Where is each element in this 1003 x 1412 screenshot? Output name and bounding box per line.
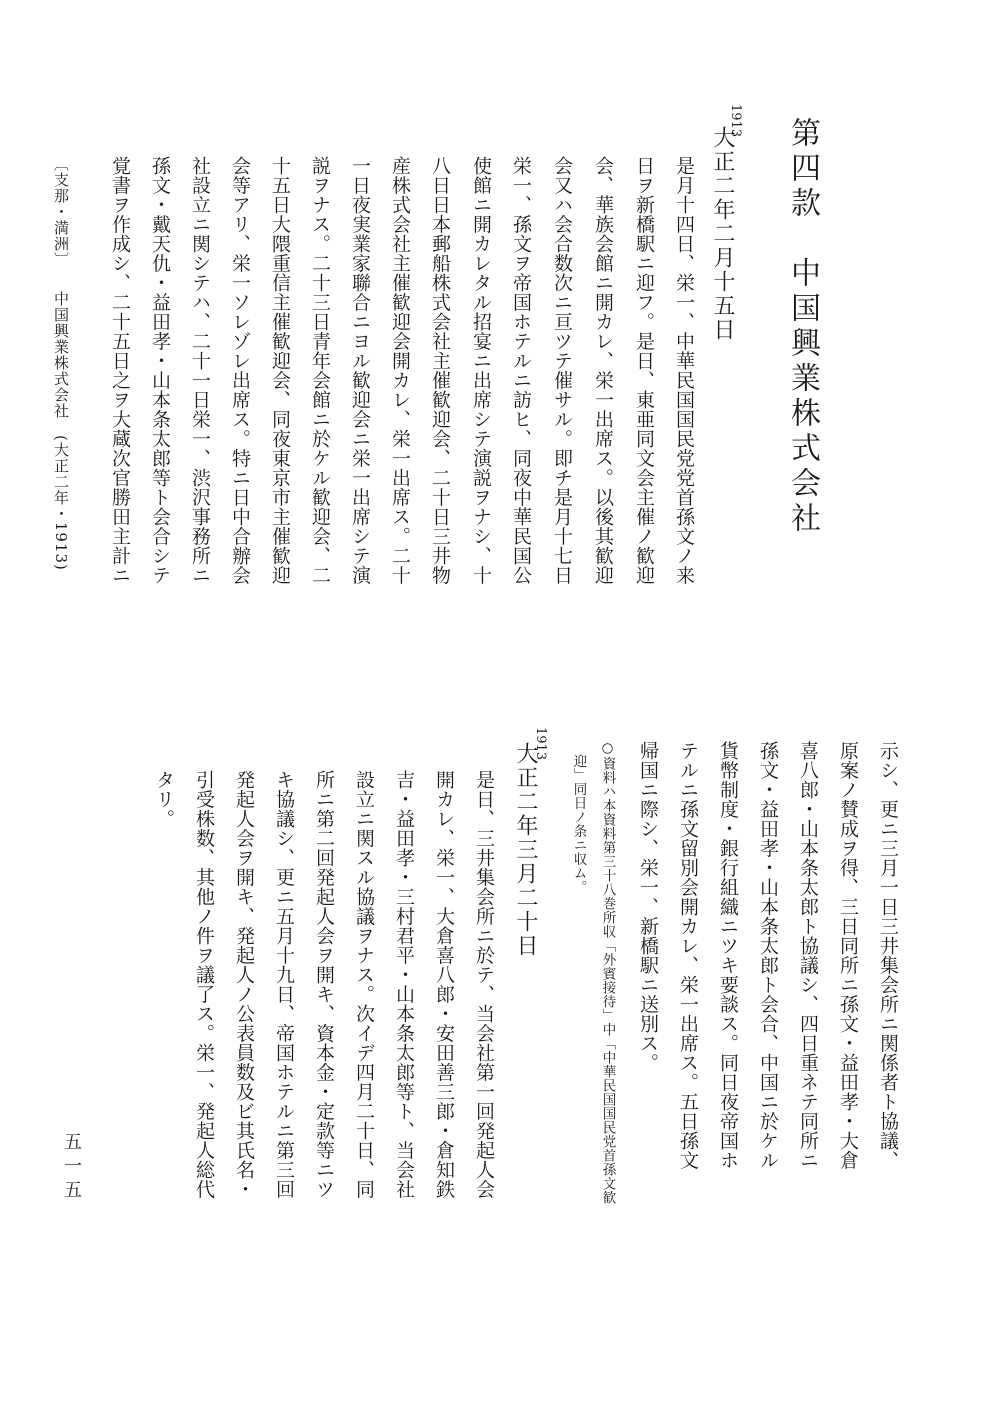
upper-text-line: 栄一、孫文ヲ帝国ホテルニ訪ヒ、同夜中華民国公 <box>510 156 532 585</box>
lower-continuation-line: 帰国ニ際シ、栄一、新橋駅ニ送別ス。 <box>637 741 659 1073</box>
upper-text-line: 産株式会社主催歓迎会開カレ、栄一出席ス。二十 <box>389 156 411 585</box>
lower-continuation-line: 孫文・益田孝・山本条太郎ト会合、中国ニ於ケル <box>757 741 779 1170</box>
upper-text-line: 一日夜実業家聯合ニヨル歓迎会ニ栄一出席シテ演 <box>349 156 371 585</box>
page-number: 五一五 <box>61 1132 82 1204</box>
upper-text-line: 是月十四日、栄一、中華民国国民党党首孫文ノ来 <box>673 156 695 585</box>
upper-text-line: 使館ニ開カレタル招宴ニ出席シテ演説ヲナシ、十 <box>470 156 492 585</box>
upper-text-line: 会、華族会館ニ開カレ、栄一出席ス。以後其歓迎 <box>592 156 614 585</box>
running-header-right: 中国興業株式会社 (大正二年・1913) <box>52 291 70 571</box>
upper-text-line: 説ヲナス。二十三日青年会館ニ於ケル歓迎会、二 <box>309 156 331 585</box>
lower-year-label: 1913 <box>533 727 548 761</box>
upper-text-line: 社設立ニ関シテハ、二十一日栄一、渋沢事務所ニ <box>189 156 211 585</box>
upper-text-line: 孫文・戴天仇・益田孝・山本条太郎等ト会合シテ <box>149 156 171 585</box>
lower-text-line: 発起人会ヲ開キ、発起人ノ公表員数及ビ其氏名・ <box>233 770 255 1199</box>
lower-text-line: 吉・益田孝・三村君平・山本条太郎等ト、当会社 <box>393 770 415 1199</box>
upper-text-line: 会又ハ会合数次ニ亘ツテ催サル。即チ是月十七日 <box>551 156 573 585</box>
section-heading: 第四款 中国興業株式会社 <box>785 117 820 537</box>
lower-continuation-line: 喜八郎・山本条太郎ト協議シ、四日重ネテ同所ニ <box>797 741 819 1170</box>
upper-entry-date: 大正二年二月十五日 <box>710 126 735 342</box>
upper-text-line: 会等アリ、栄一ソレゾレ出席ス。特ニ日中合辦会 <box>229 156 251 585</box>
source-note-line: ○資料ハ本資料第三十八巻所収「外賓接待」中「中華民国国民党首孫文歓 <box>599 740 616 1205</box>
lower-text-line: 是日、三井集会所ニ於テ、当会社第一回発起人会 <box>473 770 495 1199</box>
lower-continuation-line: 原案ノ賛成ヲ得、三日同所ニ孫文・益田孝・大倉 <box>837 741 859 1170</box>
upper-text-line: 覚書ヲ作成シ、二十五日之ヲ大蔵次官勝田主計ニ <box>109 156 131 585</box>
lower-continuation-line: 示シ、更ニ三月一日三井集会所ニ関係者ト協議、 <box>877 741 899 1170</box>
lower-text-line: キ協議シ、更ニ五月十九日、帝国ホテルニ第三回 <box>273 770 295 1199</box>
upper-text-line: 十五日大隈重信主催歓迎会、同夜東京市主催歓迎 <box>269 156 291 585</box>
upper-text-line: 八日日本郵船株式会社主催歓迎会、二十日三井物 <box>429 156 451 585</box>
upper-text-line: 日ヲ新橋駅ニ迎フ。是日、東亜同文会主催ノ歓迎 <box>633 156 655 585</box>
running-header-left: 〔支那・満洲〕 <box>52 156 70 268</box>
lower-continuation-line: テルニ孫文留別会開カレ、栄一出席ス。五日孫文 <box>677 741 699 1170</box>
lower-text-line: 所ニ第二回発起人会ヲ開キ、資本金・定款等ニツ <box>313 770 335 1199</box>
lower-entry-date: 大正二年三月二十日 <box>513 742 538 958</box>
lower-text-line: 開カレ、栄一、大倉喜八郎・安田善三郎・倉知鉄 <box>433 770 455 1199</box>
source-note-line: 迎」同日ノ条ニ収ム。 <box>570 754 587 894</box>
lower-text-line: タリ。 <box>153 770 175 829</box>
upper-year-label: 1913 <box>728 104 743 138</box>
lower-text-line: 設立ニ関スル協議ヲナス。次イデ四月二十日、同 <box>353 770 375 1199</box>
lower-continuation-line: 貨幣制度・銀行組織ニツキ要談ス。同日夜帝国ホ <box>717 741 739 1170</box>
lower-text-line: 引受株数、其他ノ件ヲ議了ス。栄一、発起人総代 <box>193 770 215 1199</box>
